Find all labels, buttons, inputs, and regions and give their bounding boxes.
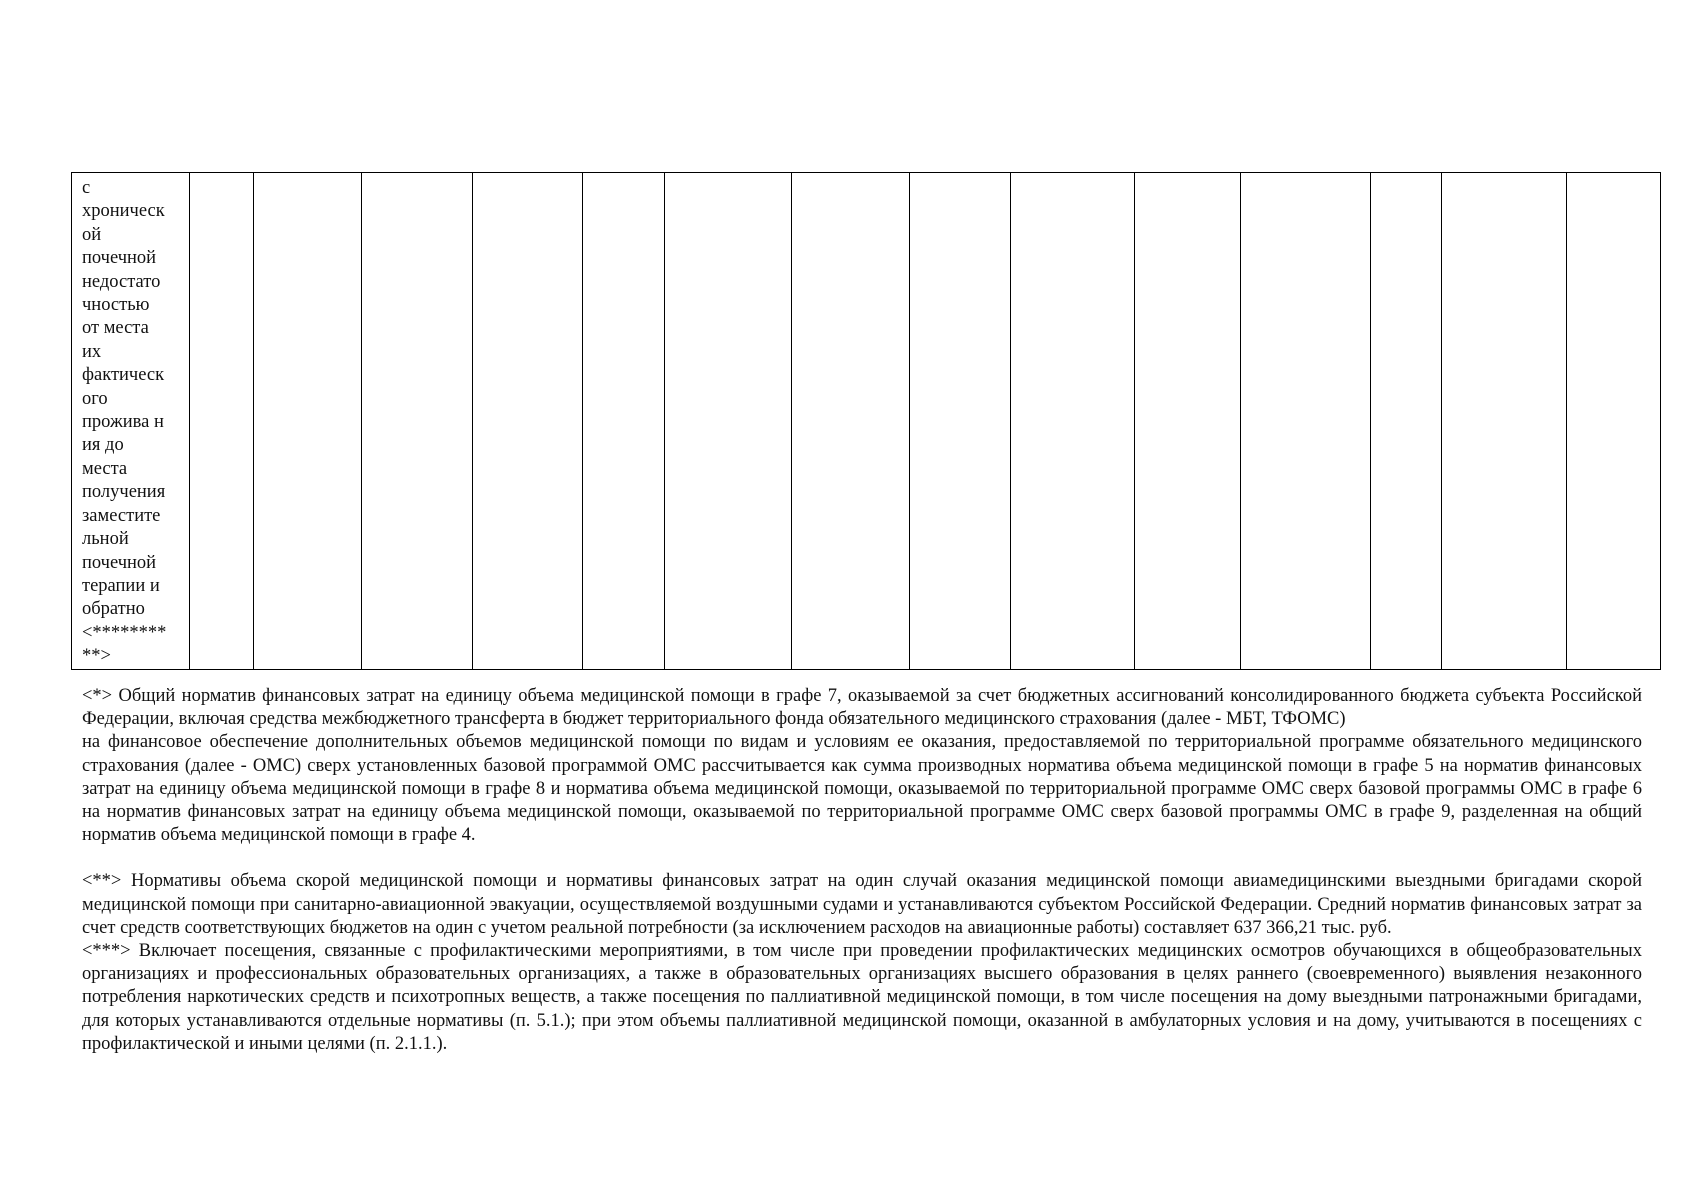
- footnote-1: <*> Общий норматив финансовых затрат на единицу объема медицинской помощи в графе 7, оказываемой за счет бюджетных ассигнований консолидированного бюджета субъекта Российской Федерации, включая средства межбюджетного трансферта в бюджет территориального фонда обязательного медицинского страхования (далее - МБТ, ТФОМС): [82, 686, 1642, 730]
- cell-line: прожива н: [82, 412, 164, 433]
- cell-line: ой: [82, 224, 102, 245]
- cell-line: заместите: [82, 505, 161, 526]
- table-cell-empty: [1135, 173, 1241, 670]
- cell-line: от места: [82, 318, 149, 339]
- cell-line: почечной: [82, 552, 157, 573]
- table-cell-empty: [1442, 173, 1567, 670]
- table-cell-empty: [665, 173, 792, 670]
- table-cell-description: [72, 173, 190, 670]
- footnote-1-continued: на финансовое обеспечение дополнительных объемов медицинской помощи по видам и условиям ее оказания, предоставляемой по территориальной программе обязательного медицинского страхования (далее - ОМС) сверх установленных базовой программой ОМС рассчитывается как сумма производных норматива объема медицинской помощи в графе 5 на норматив финансовых затрат на единицу объема медицинской помощи в графе 8 и норматива объема медицинской помощи, оказываемой по территориальной программе ОМС сверх базовой программы ОМС в графе 6 на норматив финансовых затрат на единицу объема медицинской помощи, оказываемой по территориальной программе ОМС сверх базовой программы ОМС в графе 9, разделенная на общий норматив объема медицинской помощи в графе 4.: [82, 732, 1642, 846]
- cell-line: с: [82, 178, 91, 198]
- table-cell-empty: [910, 173, 1011, 670]
- cell-line: ия до: [82, 435, 124, 456]
- data-table: [71, 172, 1661, 670]
- cell-line: **>: [82, 646, 111, 667]
- table-cell-empty: [190, 173, 254, 670]
- table-cell-empty: [473, 173, 583, 670]
- cell-line: фактическ: [82, 365, 165, 386]
- table-cell-empty: [792, 173, 910, 670]
- cell-line: почечной: [82, 248, 157, 269]
- cell-line: недостато: [82, 271, 161, 292]
- table-cell-empty: [1241, 173, 1371, 670]
- table-cell-empty: [1371, 173, 1442, 670]
- cell-line: чностью: [82, 295, 150, 316]
- cell-text-lines: [82, 177, 179, 669]
- cell-line: терапии и: [82, 575, 160, 596]
- cell-line: получения: [82, 482, 166, 503]
- cell-line: места: [82, 458, 128, 479]
- cell-line: ого: [82, 388, 108, 409]
- table-cell-empty: [583, 173, 665, 670]
- table-row: [72, 173, 1661, 670]
- footnote-2: <**> Нормативы объема скорой медицинской помощи и нормативы финансовых затрат на один случай оказания медицинской помощи авиамедицинскими выездными бригадами скорой медицинской помощи при санитарно-авиационной эвакуации, осуществляемой воздушными судами и устанавливаются субъектом Российской Федерации. Средний норматив финансовых затрат за счет средств соответствующих бюджетов на один с учетом реальной потребности (за исключением расходов на авиационные работы) составляет 637 366,21 тыс. руб.: [82, 871, 1642, 938]
- table-cell-empty: [362, 173, 473, 670]
- cell-line: <********: [82, 622, 167, 643]
- cell-line: их: [82, 341, 102, 362]
- footnotes: [82, 685, 1642, 1056]
- footnote-3: <***> Включает посещения, связанные с профилактическими мероприятиями, в том числе при проведении профилактических медицинских осмотров обучающихся в общеобразовательных организациях и профессиональных образовательных организациях, а также в образовательных организациях высшего образования в целях раннего (своевременного) выявления незаконного потребления наркотических средств и психотропных веществ, а также посещения по паллиативной медицинской помощи, в том числе посещения на дому выездными патронажными бригадами, для которых устанавливаются отдельные нормативы (п. 5.1.); при этом объемы паллиативной медицинской помощи, оказанной в амбулаторных условия и на дому, учитываются в посещениях с профилактической и иными целями (п. 2.1.1.).: [82, 941, 1642, 1054]
- table-cell-empty: [254, 173, 362, 670]
- cell-line: хроническ: [82, 201, 165, 222]
- cell-line: льной: [82, 529, 129, 550]
- cell-line: обратно: [82, 599, 145, 620]
- table-cell-empty: [1011, 173, 1135, 670]
- table-cell-empty: [1567, 173, 1661, 670]
